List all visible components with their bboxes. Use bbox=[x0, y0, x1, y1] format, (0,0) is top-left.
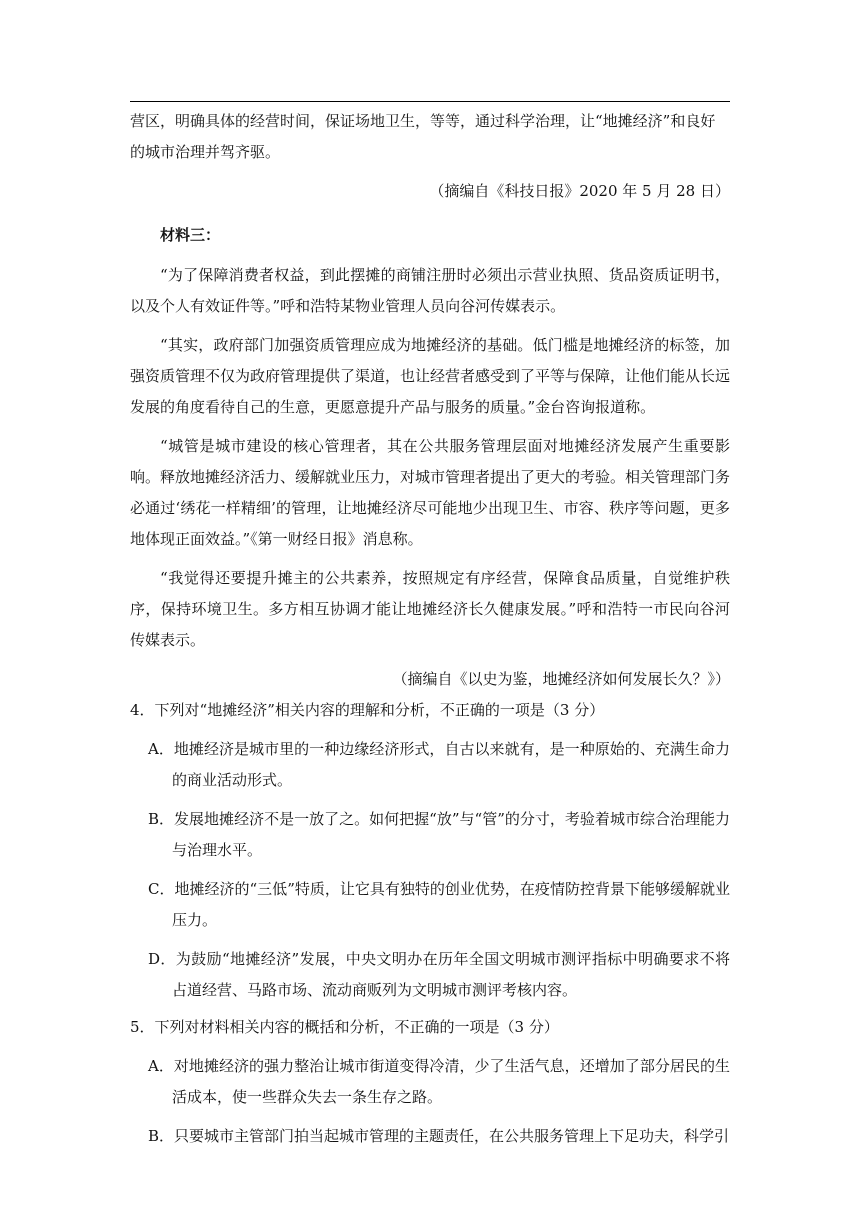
question-5-option-a: A．对地摊经济的强力整治让城市街道变得冷清，少了生活气息，还增加了部分居民的生活成本，使一些群众失去一条生存之路。 bbox=[148, 1057, 730, 1106]
question-4-option-a: A．地摊经济是城市里的一种边缘经济形式，自古以来就有，是一种原始的、充满生命力的商业活动形式。 bbox=[148, 740, 730, 789]
source-citation-2: （摘编自《科技日报》2020 年 5 月 28 日） bbox=[429, 182, 730, 200]
material-3-paragraph: “为了保障消费者权益，到此摆摊的商铺注册时必须出示营业执照、货品资质证明书，以及个人有效证件等。”呼和浩特某物业管理人员向谷河传媒表示。 bbox=[130, 266, 730, 315]
material-3-heading: 材料三： bbox=[160, 226, 221, 244]
source-citation-3: （摘编自《以史为鉴，地摊经济如何发展长久？》） bbox=[392, 670, 730, 688]
header-rule bbox=[130, 101, 730, 102]
question-4-option-c: C．地摊经济的“三低”特质，让它具有独特的创业优势，在疫情防控背景下能够缓解就业压力。 bbox=[148, 880, 730, 929]
question-5-stem: 5．下列对材料相关内容的概括和分析，不正确的一项是（3 分） bbox=[130, 1018, 559, 1036]
question-4-option-d: D．为鼓励“地摊经济”发展，中央文明办在历年全国文明城市测评指标中明确要求不将占道经营、马路市场、流动商贩列为文明城市测评考核内容。 bbox=[148, 950, 730, 999]
document-page bbox=[130, 106, 730, 1152]
material-3-paragraph: “其实，政府部门加强资质管理应成为地摊经济的基础。低门槛是地摊经济的标签，加强资质管理不仅为政府管理提供了渠道，也让经营者感受到了平等与保障，让他们能从长远发展的角度看待自己的生意，更愿意提升产品与服务的质量。”金台咨询报道称。 bbox=[130, 336, 731, 416]
lead-paragraph: 营区，明确具体的经营时间，保证场地卫生，等等，通过科学治理，让“地摊经济”和良好的城市治理并驾齐驱。 bbox=[130, 112, 716, 161]
question-5-option-b: B．只要城市主管部门拍当起城市管理的主题责任，在公共服务管理上下足功夫，科学引 bbox=[148, 1127, 730, 1145]
question-4-stem: 4．下列对“地摊经济”相关内容的理解和分析，不正确的一项是（3 分） bbox=[130, 701, 605, 719]
material-3-paragraph: “我觉得还要提升摊主的公共素养，按照规定有序经营，保障食品质量，自觉维护秩序，保持环境卫生。多方相互协调才能让地摊经济长久健康发展。”呼和浩特一市民向谷河传媒表示。 bbox=[130, 569, 730, 649]
material-3-paragraph: “城管是城市建设的核心管理者，其在公共服务管理层面对地摊经济发展产生重要影响。释放地摊经济活力、缓解就业压力，对城市管理者提出了更大的考验。相关管理部门务必通过‘绣花一样精细’的管理，让地摊经济尽可能地少出现卫生、市容、秩序等问题，更多地体现正面效益。”《第一财经日报》消息称。 bbox=[130, 437, 731, 548]
question-4-option-b: B．发展地摊经济不是一放了之。如何把握“放”与“管”的分寸，考验着城市综合治理能力与治理水平。 bbox=[148, 810, 730, 859]
